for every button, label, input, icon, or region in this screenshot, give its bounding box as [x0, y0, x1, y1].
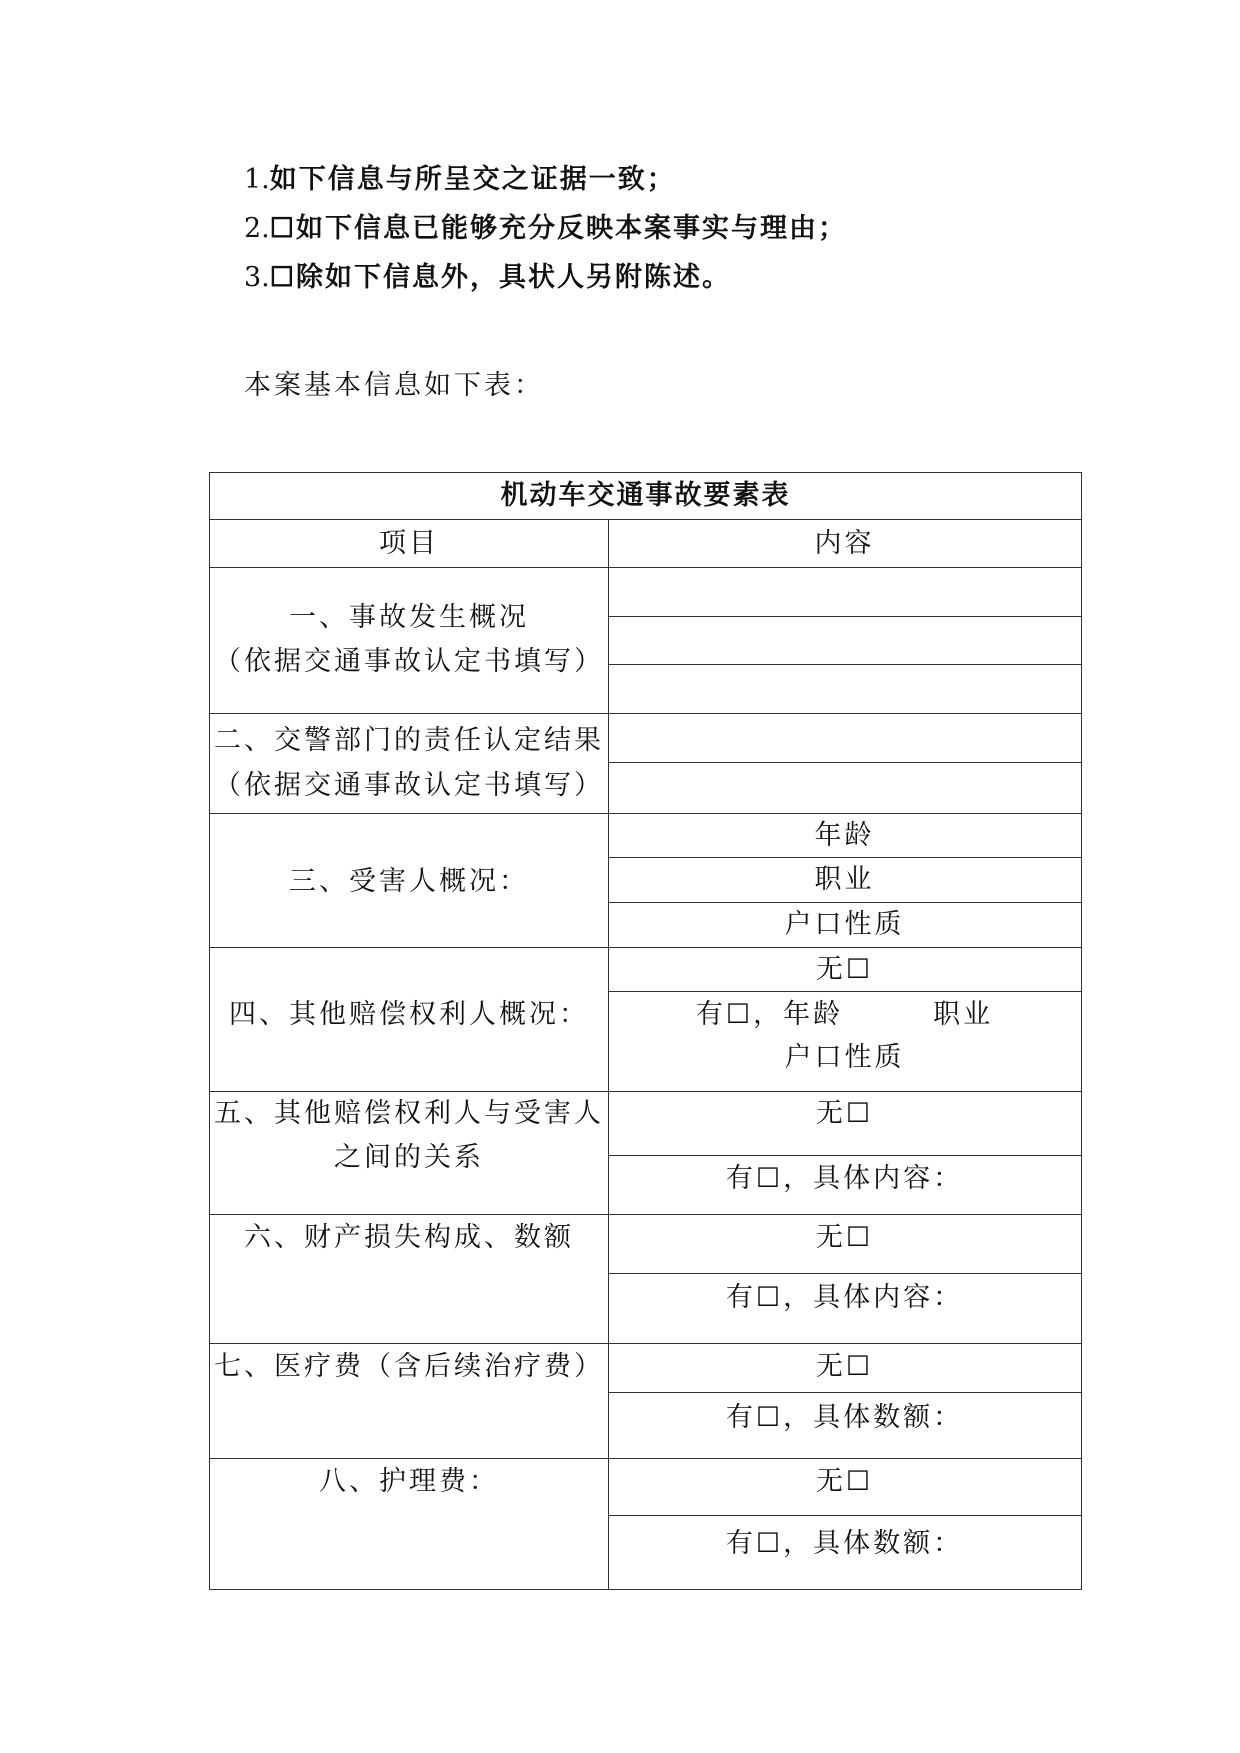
sub-row-divider [608, 1392, 1081, 1393]
sub-row-divider [608, 1273, 1081, 1274]
intro-text: 本案基本信息如下表： [244, 370, 544, 401]
section-1-label: 一、事故发生概况 [289, 602, 529, 633]
section-8-none-option: 无☐ [815, 1466, 874, 1497]
section-7-none-option: 无☐ [815, 1351, 874, 1382]
statement-2-number: 2. [244, 213, 270, 244]
section-6-label: 六、财产损失构成、数额 [244, 1222, 574, 1253]
section-4-none-option: 无☐ [815, 954, 874, 985]
statement-3-number: 3. [244, 262, 270, 293]
row-divider [210, 1343, 1081, 1344]
section-5-label: 五、其他赔偿权利人与受害人 [214, 1098, 604, 1129]
section-5-has-option: 有☐，具体内容： [725, 1163, 964, 1194]
sub-row-divider [608, 991, 1081, 992]
header-content: 内容 [814, 528, 875, 559]
section-5-label-line-2: 之间的关系 [334, 1142, 484, 1173]
accident-elements-form [209, 472, 1082, 1590]
section-6-has-option: 有☐，具体内容： [725, 1282, 964, 1313]
row-divider [210, 1458, 1081, 1459]
header-item: 项目 [379, 528, 439, 559]
form-title: 机动车交通事故要素表 [500, 480, 791, 511]
statement-1-text: 如下信息与所呈交之证据一致； [269, 164, 676, 195]
sub-row-divider [608, 616, 1081, 617]
victim-household-field: 户口性质 [784, 909, 905, 940]
section-3-label: 三、受害人概况： [289, 866, 529, 897]
sub-row-divider [608, 1155, 1081, 1156]
section-5-none-option: 无☐ [815, 1098, 874, 1129]
section-8-label: 八、护理费： [319, 1466, 499, 1497]
section-4-label: 四、其他赔偿权利人概况： [229, 999, 589, 1030]
sub-row-divider [608, 664, 1081, 665]
row-divider [210, 1091, 1081, 1092]
statement-1 [244, 162, 676, 198]
section-2-label: 二、交警部门的责任认定结果 [214, 725, 604, 756]
section-7-label: 七、医疗费（含后续治疗费） [214, 1351, 604, 1382]
section-2-note: （依据交通事故认定书填写） [214, 770, 604, 801]
section-6-none-option: 无☐ [815, 1222, 874, 1253]
statement-3 [244, 260, 731, 296]
section-1-note: （依据交通事故认定书填写） [214, 646, 604, 677]
sub-row-divider [608, 1515, 1081, 1516]
victim-age-field: 年龄 [814, 820, 875, 851]
statement-2-text: ☐如下信息已能够充分反映本案事实与理由； [269, 213, 847, 244]
row-divider [210, 813, 1081, 814]
sub-row-divider [608, 857, 1081, 858]
section-7-has-option: 有☐，具体数额： [725, 1402, 964, 1433]
section-4-household-field: 户口性质 [784, 1042, 905, 1073]
row-divider [210, 567, 1081, 568]
statement-2 [244, 211, 847, 247]
row-divider [210, 519, 1081, 520]
statement-3-text: ☐除如下信息外，具状人另附陈述。 [269, 262, 731, 293]
statement-1-number: 1. [244, 164, 270, 195]
row-divider [210, 1214, 1081, 1215]
victim-occupation-field: 职业 [814, 864, 875, 895]
sub-row-divider [608, 902, 1081, 903]
section-4-has-option: 有☐，年龄 职业 [695, 999, 994, 1030]
row-divider [210, 947, 1081, 948]
section-8-has-option: 有☐，具体数额： [725, 1528, 964, 1559]
row-divider [210, 713, 1081, 714]
sub-row-divider [608, 762, 1081, 763]
